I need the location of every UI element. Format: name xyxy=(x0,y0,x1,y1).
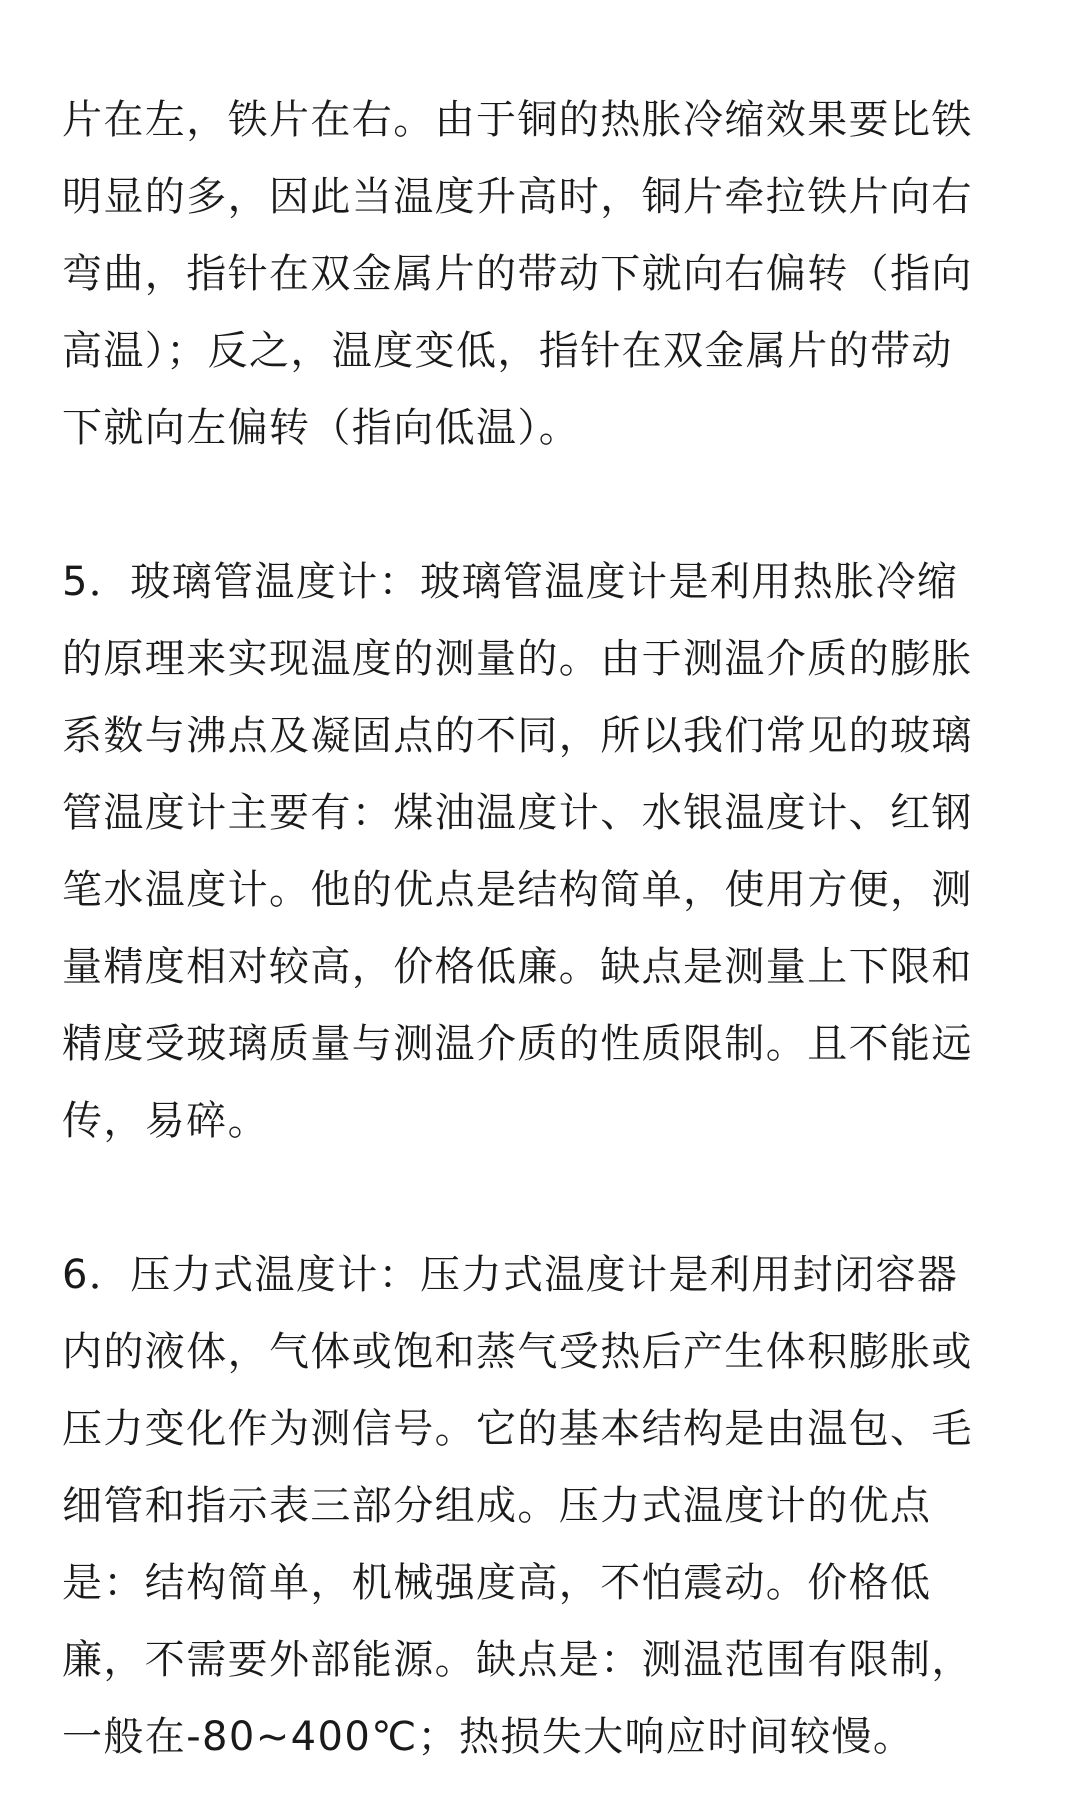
paragraph-spacer xyxy=(62,467,1022,544)
article-body xyxy=(62,82,1022,1776)
paragraph-pressure-thermometer: 6．压力式温度计：压力式温度计是利用封闭容器 内的液体，气体或饱和蒸气受热后产生体积膨胀或 压力变化作为测信号。它的基本结构是由温包、毛 细管和指示表三部分组成。压力式温度计的优点 是：结构简单，机械强度高，不怕震动。价格低 廉，不需要外部能源。缺点是：测温范围有限制， 一般在-80~400℃；热损失大响应时间较慢。 xyxy=(62,1252,973,1760)
paragraph-bimetal-continued: 片在左，铁片在右。由于铜的热胀冷缩效果要比铁 明显的多，因此当温度升高时，铜片牵拉铁片向右 弯曲，指针在双金属片的带动下就向右偏转（指向 高温）；反之，温度变低，指针在双金属片的带动 下就向左偏转（指向低温）。 xyxy=(62,97,973,451)
paragraph-spacer xyxy=(62,1160,1022,1237)
paragraph-glass-thermometer: 5．玻璃管温度计：玻璃管温度计是利用热胀冷缩 的原理来实现温度的测量的。由于测温介质的膨胀 系数与沸点及凝固点的不同，所以我们常见的玻璃 管温度计主要有：煤油温度计、水银温度计、红钢 笔水温度计。他的优点是结构简单，使用方便，测 量精度相对较高，价格低廉。缺点是测量上下限和 精度受玻璃质量与测温介质的性质限制。且不能远 传，易碎。 xyxy=(62,559,973,1144)
